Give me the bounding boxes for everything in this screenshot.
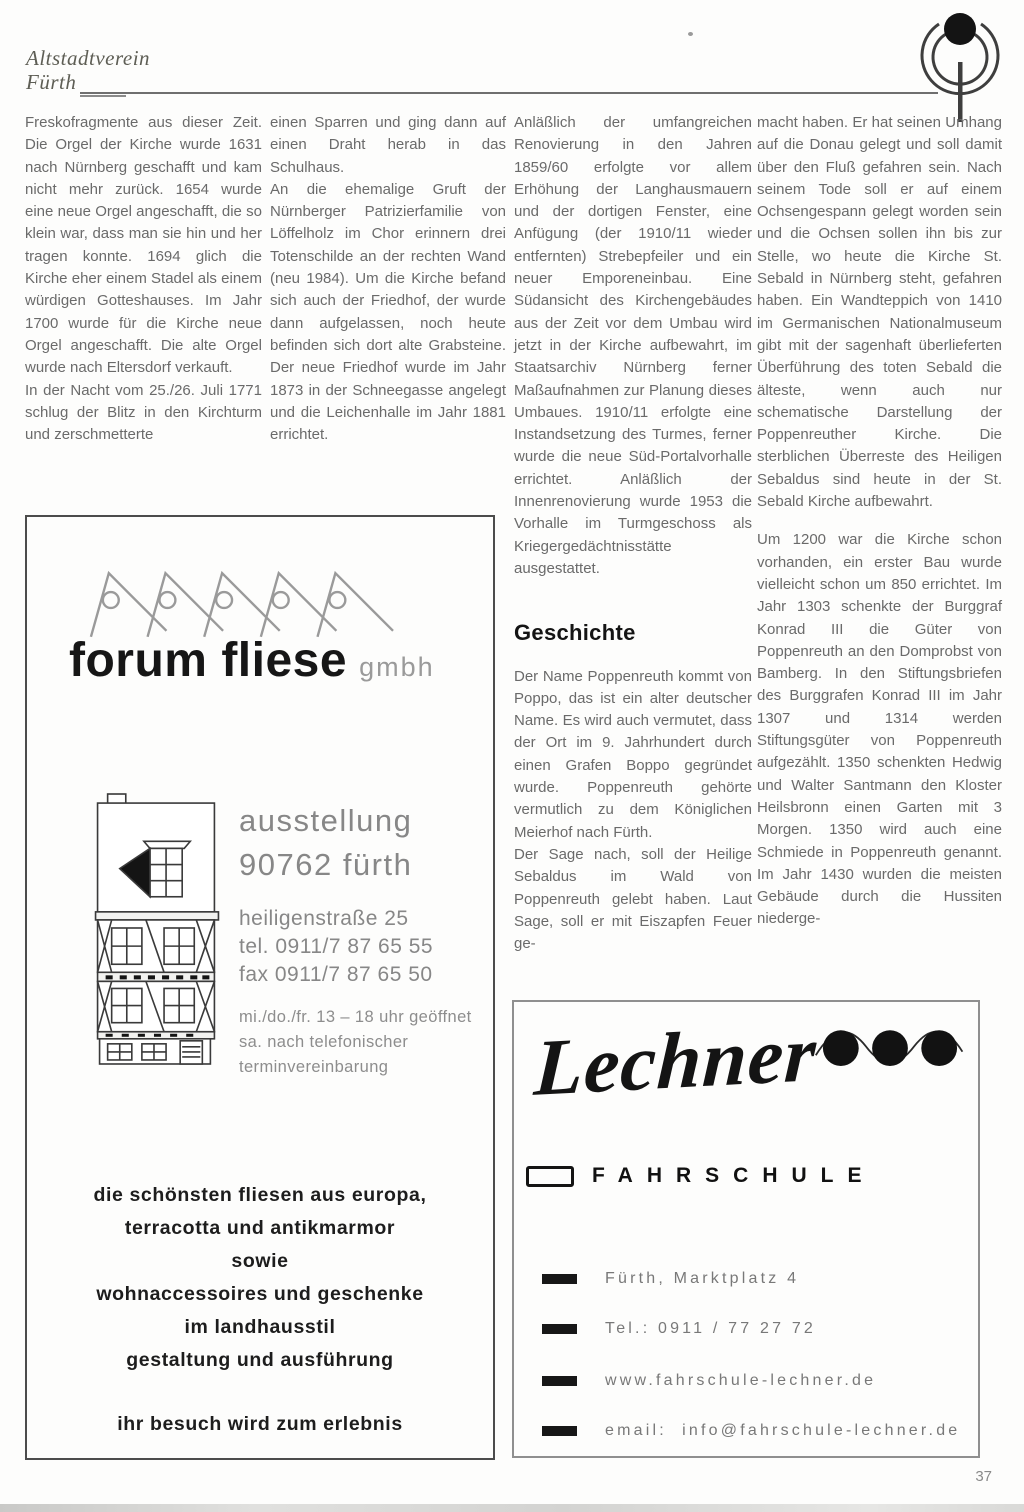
dash-bullet-icon — [542, 1274, 577, 1284]
slogan-line: sowie — [231, 1250, 289, 1272]
article-column-3 — [514, 112, 752, 955]
article-paragraph: Der Name Poppenreuth kommt von Poppo, das ist ein alter deutscher Name. Es wird auch vermutet, dass der Ort im 9. Jahrhundert durch einen Grafen Boppo gegründet wurde. Poppenreuth gehörte vermutlich zu dem Königlichen Meierhof nach Fürth. — [514, 667, 752, 841]
org-name-line2: Fürth — [26, 70, 77, 94]
org-name-line1: Altstadtverein — [26, 46, 151, 70]
article-column-4 — [757, 112, 1002, 931]
dash-bullet-icon — [542, 1324, 577, 1334]
article-paragraph: An die ehemalige Gruft der Nürnberger Patrizierfamilie von Löffelholz im Chor erinnern drei Totenschilde an der rechten Wand (neu 1984). Um die Kirche befand sich auch der Friedhof, der wurde dann aufgelassen, noch heute befinden sich dort alte Grabsteine. Der neue Friedhof wurde im Jahr 1873 in der Schneegasse angelegt und die Leichenhalle im Jahr 1881 errichtet. — [270, 180, 506, 444]
contact-row — [542, 1320, 816, 1338]
showroom-line1: ausstellung — [239, 803, 413, 838]
category-label: FAHRSCHULE — [592, 1164, 876, 1187]
slogan-line: im landhausstil — [184, 1316, 336, 1338]
hours-line: sa. nach telefonischer — [239, 1033, 409, 1051]
dash-bullet-icon — [542, 1376, 577, 1386]
showroom-block — [239, 799, 412, 887]
contact-website: www.fahrschule-lechner.de — [605, 1372, 877, 1389]
phone-number: tel. 0911/7 87 65 55 — [239, 935, 434, 958]
article-paragraph: Um 1200 war die Kirche schon vorhanden, ein erster Bau wurde vielleicht schon um 850 errichtet. Im Jahr 1303 schenkte der Burggraf Konrad III die Güter von Poppenreuth an den Domprobst von Bamberg. In den Stiftungsbriefen des Burggrafen Konrad III im Jahr 1307 und 1314 werden Stiftungsgüter von Poppenreuth aufgezählt. 1350 schenkten Hedwig und Walter Santmann den Kloster Heilsbronn einen Garten mit 3 Morgen. 1350 wird auch eine Schmiede in Poppenreuth genannt. Im Jahr 1430 wurden die meisten Gebäude durch die Hussiten niederge- — [757, 531, 1002, 928]
altstadtverein-logo-icon — [908, 10, 1012, 122]
scan-speck — [688, 32, 693, 36]
slogan-line: gestaltung und ausführung — [126, 1349, 394, 1371]
article-column-1 — [25, 112, 262, 446]
brand-name: forum fliese — [69, 634, 348, 687]
contact-row — [542, 1372, 876, 1390]
scan-edge-strip — [0, 1504, 1024, 1512]
slogan-line: terracotta und antikmarmor — [124, 1217, 396, 1239]
slogan-block — [27, 1179, 493, 1377]
page-number: 37 — [975, 1468, 992, 1485]
lechner-brand: Lechner — [532, 1009, 819, 1113]
article-paragraph: In der Nacht vom 25./26. Juli 1771 schlug der Blitz in den Kirchturm und zerschmetterte — [25, 381, 262, 444]
address-block — [239, 905, 433, 989]
slogan-line: die schönsten fliesen aus europa, — [93, 1184, 427, 1206]
article-column-2 — [270, 112, 506, 446]
forum-fliese-brand — [69, 633, 435, 688]
hours-line: mi./do./fr. 13 – 18 uhr geöffnet — [239, 1008, 472, 1026]
traffic-dots-icon — [814, 1024, 966, 1074]
contact-row — [542, 1270, 799, 1288]
contact-phone: Tel.: 0911 / 77 27 72 — [605, 1320, 817, 1337]
brand-suffix: gmbh — [359, 652, 435, 682]
license-plate-icon — [526, 1166, 574, 1187]
street-address: heiligenstraße 25 — [239, 907, 409, 930]
header-rule — [80, 92, 938, 94]
article-paragraph: macht haben. Er hat seinen Umhang auf die Donau gelegt und soll damit über den Fluß gefahren sein. Nach seinem Tode soll er auf einem Ochsengespann gelegt worden sein und die Ochsen sollen ihn bis zur Stelle, wo heute die Kirche St. Sebald in Nürnberg steht, gefahren haben. Ein Wandteppich von 1410 im Germanischen Nationalmuseum gibt mit der sagenhaft überlieferten Überführung des toten Sebald die älteste, wenn auch nur schematische Darstellung der Poppenreuther Kirche. Die sterblichen Überreste des Heiligen Sebaldus sind heute in der St. Sebald Kirche aufbewahrt. — [757, 114, 1002, 511]
slogan-line: wohnaccessoires und geschenke — [96, 1283, 424, 1305]
closing-line: ihr besuch wird zum erlebnis — [117, 1413, 403, 1435]
fax-number: fax 0911/7 87 65 50 — [239, 963, 433, 986]
house-illustration — [91, 793, 223, 1065]
ad-forum-fliese — [25, 515, 495, 1460]
ad-lechner-fahrschule — [512, 1000, 980, 1458]
masthead — [26, 46, 150, 94]
header-rule-underscore — [80, 95, 126, 97]
article-paragraph: einen Sparren und ging dann auf einen Draht herab in das Schulhaus. — [270, 114, 506, 176]
article-paragraph: Freskofragmente aus dieser Zeit. Die Orgel der Kirche wurde 1631 nach Nürnberg geschafft und kam nicht mehr zurück. 1654 wurde eine neue Orgel angeschafft, die so klein war, dass man sie hin und her tragen konnte. 1694 glich die Kirche eher einem Stadel als einem würdigen Gotteshauses. Im Jahr 1700 wurde für die Kirche neue Orgel angeschafft. Die alte Orgel wurde nach Eltersdorf verkauft. — [25, 114, 262, 377]
category-row — [526, 1164, 876, 1188]
opening-hours — [239, 1005, 472, 1080]
contact-email: email: info@fahrschule-lechner.de — [605, 1422, 961, 1439]
showroom-line2: 90762 fürth — [239, 847, 413, 882]
contact-address: Fürth, Marktplatz 4 — [605, 1270, 800, 1287]
section-heading-geschichte: Geschichte — [514, 620, 636, 646]
dash-bullet-icon — [542, 1426, 577, 1436]
contact-row — [542, 1422, 960, 1440]
hours-line: terminvereinbarung — [239, 1058, 389, 1076]
article-paragraph: Anläßlich der umfangreichen Renovierung in den Jahren 1859/60 erfolgte vor allem Erhöhung der Langhausmauern und der dortigen Fenster, eine Anfügung (der 1910/11 wieder entfernten) Strebepfeiler und ein neuer Emporeneinbau. Eine Südansicht des Kirchengebäudes aus der Zeit vor dem Umbau wird jetzt in der Kirche aufbewahrt, im Staatsarchiv Nürnberg ferner Maßaufnahmen zur Planung dieses Umbaues. 1910/11 erfolgte eine Instandsetzung des Turmes, ferner wurde die neue Süd-Portalvorhalle errichtet. Anläßlich der Innenrenovierung wurde 1953 die Vorhalle im Turmgeschoss als Kriegergedächtnisstätte ausgestattet. — [514, 114, 752, 577]
article-paragraph: Der Sage nach, soll der Heilige Sebaldus im Wald von Poppenreuth gelebt haben. Laut Sage, soll er mit Eiszapfen Feuer ge- — [514, 845, 752, 953]
